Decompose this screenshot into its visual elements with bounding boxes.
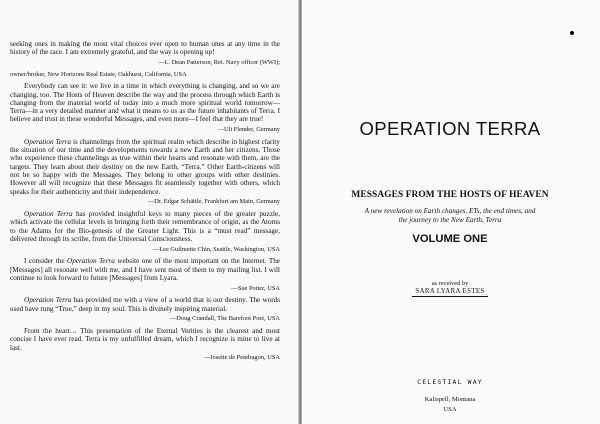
testimonial-attribution: —Dr. Edgar Schättle, Frankfurt am Main, Germany (147, 198, 280, 206)
paragraph-text: is channelings from the spiritual realm which describe in highest clarity the situation of our time and the developments towards a new Earth and her citizens. Those who experience these channelings as true within their hearts and resonate with them, are the targets. They learn about their destiny on the new Earth, “Terra.” Other Earth-citizens will not be so happy with the Messages. They belong to other groups with other destinies. However all will recognize that these Messages fit seamlessly together with others, which speaks for their authenticity and their independence. (10, 137, 280, 196)
paragraph-text: has provided insightful keys to many pieces of the greater puzzle, which activate the cellular levels in bringing forth their remembrance of origin, as the Atoms to the Adams for the Bio-genesis of the Greater Light. This is a “must read” message, delivered through its scribe, from the Universal Consciousness. (10, 210, 280, 243)
testimonial-paragraph (10, 257, 280, 282)
italic-title-text: Operation Terra (24, 137, 72, 146)
paragraph-text: From the heart… This presentation of the Eternal Verities is the clearest and most concise I have ever read. Terra is my unfulfilled dream, which I recognize is mine to live at last. (10, 326, 280, 352)
page-speck (570, 31, 574, 35)
testimonial-paragraph (10, 138, 280, 196)
testimonial-attribution: —Uli Flender, Germany (217, 126, 280, 134)
testimonial-paragraph (10, 327, 280, 352)
testimonial-paragraph (10, 296, 280, 313)
tagline-line-2: the journey to the New Earth, Terra (398, 216, 502, 224)
italic-title-text: Operation Terra (24, 296, 72, 305)
paragraph-text: Everybody can see it: we live in a time in which everything is changing, and so we are changing, too. The Hosts of Heaven describe the way and the process through which Earth is changing from the material world of today into a much more spiritual world tomorrow—Terra—in a very detailed manner and what it means to us as the future inhabitants of Terra. I believe and trust in these wonderful Messages, and even more—I feel that they are true! (10, 82, 280, 124)
testimonial-attribution: —Doug Crandall, The Barefoot Poet, USA (169, 315, 280, 323)
testimonial-paragraph (10, 210, 280, 243)
volume-label: VOLUME ONE (412, 233, 488, 245)
italic-title-text: Operation Terra (24, 210, 73, 219)
paragraph-text: seeking ones in making the most vital choices ever open to human ones at any time in the history of the race. I am extremely grateful, and the way is opening up! (10, 40, 280, 57)
testimonial-paragraph (10, 40, 280, 57)
testimonial-attribution: —Sue Potter, USA (231, 284, 280, 292)
book-tagline (316, 207, 584, 225)
publisher-country: USA (443, 406, 457, 413)
author-name-wrap (300, 288, 600, 297)
book-title: OPERATION TERRA (359, 118, 541, 139)
paragraph-text: website one of the most important on the Internet. The [Messages] all resonate well with me, and I have sent most of them to my mailing list. I will continue to look forward to future [Messages] from Lyara. (10, 257, 280, 282)
publisher-city: Kalispell, Montana (424, 396, 476, 403)
book-subtitle: MESSAGES FROM THE HOSTS OF HEAVEN (351, 190, 549, 200)
paragraph-text: I consider the (24, 257, 68, 266)
author-name: SARA LYARA ESTES (412, 288, 487, 297)
testimonial-attribution: —Josette de Pendragon, USA (203, 354, 280, 362)
testimonial-attribution: owner/broker, New Horizons Real Estate, Oakhurst, California, USA (10, 70, 187, 78)
testimonial-attribution: —L. Dean Patterson, Ret. Navy officer (WWI); (158, 59, 280, 67)
testimonials-column (10, 40, 280, 366)
received-by-label: as received by (431, 280, 469, 287)
testimonial-paragraph (10, 82, 280, 123)
paragraph-text: has provided me with a view of a world that is our destiny. The words used have rung “True,” deep in my soul. This is divinely inspiring material. (10, 296, 281, 313)
tagline-line-1: A new revelation on Earth changes, ETs, the end times, and (364, 207, 536, 215)
title-page (300, 0, 600, 424)
publisher-name: CELESTIAL WAY (417, 378, 483, 386)
italic-title-text: Operation Terra (67, 257, 115, 266)
testimonial-attribution: —Lee Guilmette Chin, Seattle, Washington, USA (152, 245, 280, 253)
